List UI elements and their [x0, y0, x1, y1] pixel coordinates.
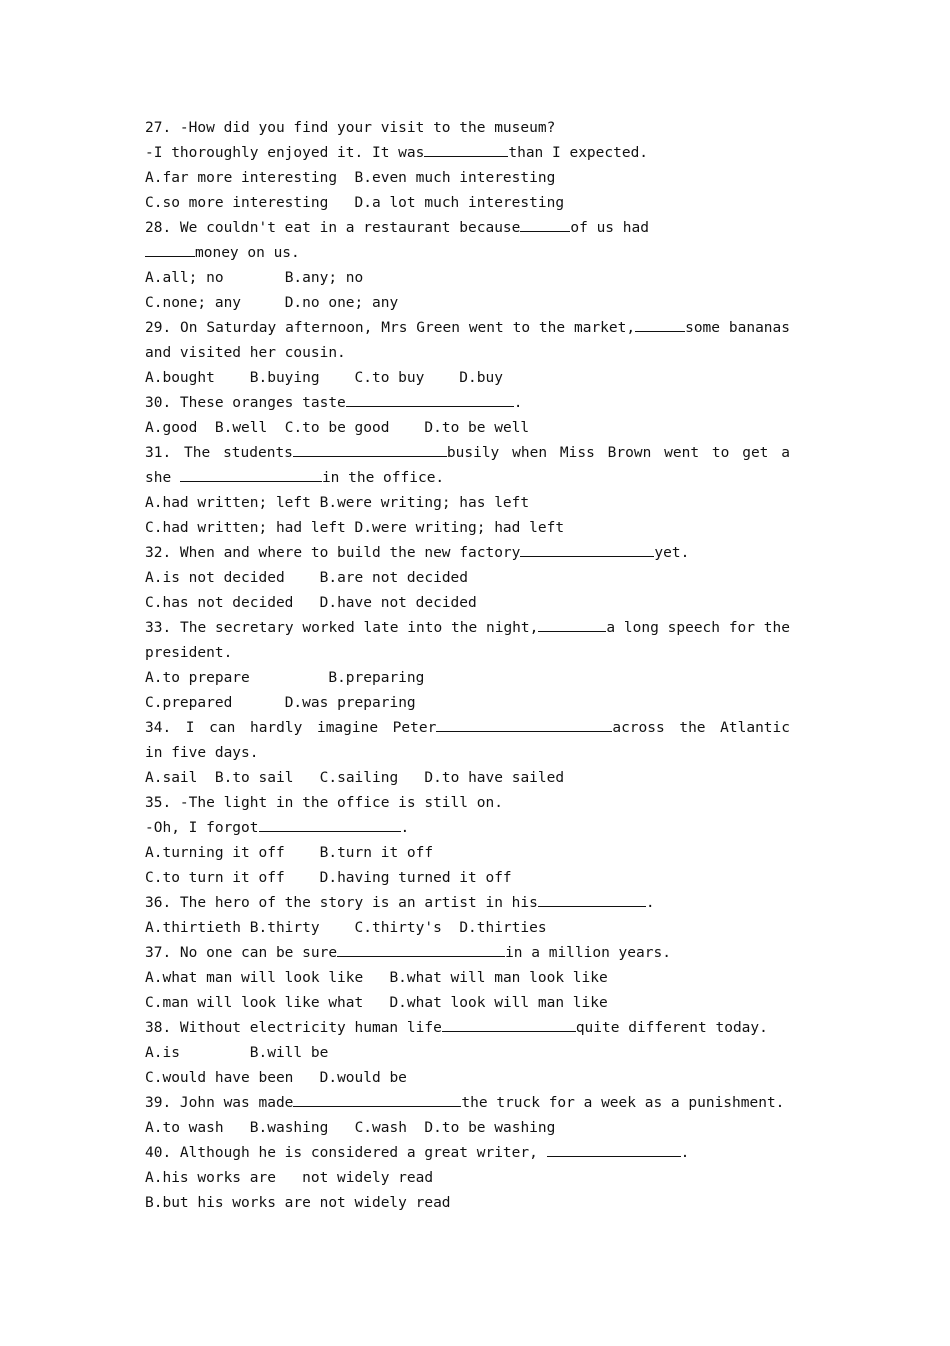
answer-blank: [547, 1141, 681, 1157]
option-c: C.man will look like what: [145, 995, 364, 1011]
question-38-text-b: quite different today.: [575, 1020, 768, 1036]
question-27-line2: [145, 141, 790, 166]
option-c: C.to buy: [354, 370, 425, 386]
question-30-options: [145, 416, 790, 441]
question-30-text-a: 30. These oranges taste: [145, 395, 346, 411]
question-38-options-1: [145, 1041, 790, 1066]
option-b: B.any; no: [284, 270, 364, 286]
option-d: D.would be: [319, 1070, 407, 1086]
question-40-stem: [145, 1141, 790, 1166]
question-36-text-b: .: [645, 895, 655, 911]
question-29-text-a: 29. On Saturday afternoon, Mrs Green went to the market,: [145, 320, 636, 336]
option-a: A.turning it off: [145, 845, 285, 861]
option-b: B.preparing: [328, 670, 425, 686]
question-29-text-b: some bananas: [685, 320, 790, 336]
question-35-options-1: [145, 841, 790, 866]
option-d: D.no one; any: [284, 295, 399, 311]
question-35-text: 35. -The light in the office is still on.: [145, 795, 503, 811]
option-d: D.to be well: [424, 420, 530, 436]
option-b: B.but his works are not widely read: [145, 1195, 451, 1211]
option-c: C.sailing: [319, 770, 399, 786]
answer-blank: [520, 541, 654, 557]
option-c: C.to be good: [284, 420, 390, 436]
option-b: B.turn it off: [319, 845, 434, 861]
question-28-options-2: [145, 291, 790, 316]
option-a: A.what man will look like: [145, 970, 364, 986]
question-28-stem: [145, 216, 790, 241]
question-37-text-b: in a million years.: [505, 945, 671, 961]
answer-blank: [259, 816, 401, 832]
question-29-text-c: and visited her cousin.: [145, 345, 346, 361]
question-34-text-b: across the Atlantic: [612, 720, 790, 736]
option-d: D.having turned it off: [319, 870, 512, 886]
question-38-options-2: [145, 1066, 790, 1091]
question-31-line2: [145, 466, 790, 491]
question-28-text-c: money on us.: [195, 245, 300, 261]
question-34-stem: [145, 716, 790, 741]
question-31-options-1: [145, 491, 790, 516]
option-a: A.bought: [145, 370, 215, 386]
question-33-text-c: president.: [145, 645, 233, 661]
answer-blank: [145, 241, 195, 257]
option-b: B.buying: [249, 370, 320, 386]
question-30-text-b: .: [513, 395, 523, 411]
option-d: D.was preparing: [284, 695, 416, 711]
question-35-text-b: .: [400, 820, 410, 836]
question-27-options-1: [145, 166, 790, 191]
question-28-text-b: of us had: [570, 220, 649, 236]
option-c: C.would have been: [145, 1070, 294, 1086]
option-d: D.to be washing: [424, 1120, 556, 1136]
question-32-options-1: [145, 566, 790, 591]
answer-blank: [520, 216, 570, 232]
question-39-stem: [145, 1091, 790, 1116]
question-32-text-a: 32. When and where to build the new factory: [145, 545, 521, 561]
question-34-options: [145, 766, 790, 791]
question-39-text-b: the truck for a week as a punishment.: [461, 1095, 785, 1111]
option-b: B.were writing; has left: [319, 495, 530, 511]
option-a: A.sail: [145, 770, 198, 786]
question-27-options-2: [145, 191, 790, 216]
answer-blank: [346, 391, 514, 407]
option-c: C.had written; had left: [145, 520, 346, 536]
question-40-option-a-line: [145, 1166, 790, 1191]
answer-blank: [180, 466, 322, 482]
question-27-text-b: than I expected.: [508, 145, 649, 161]
option-b: B.even much interesting: [354, 170, 556, 186]
question-list: [145, 116, 790, 1216]
answer-blank: [635, 316, 685, 332]
question-34-line2: [145, 741, 790, 766]
question-36-text-a: 36. The hero of the story is an artist in his: [145, 895, 538, 911]
option-a: A.far more interesting: [145, 170, 338, 186]
question-40-text-b: .: [680, 1145, 690, 1161]
question-33-options-2: [145, 691, 790, 716]
option-a: A.to wash: [145, 1120, 224, 1136]
question-31-text-a: 31. The students: [145, 445, 293, 461]
answer-blank: [538, 616, 606, 632]
option-a: A.all; no: [145, 270, 224, 286]
answer-blank: [442, 1016, 576, 1032]
option-a: A.had written; left: [145, 495, 311, 511]
answer-blank: [538, 891, 646, 907]
option-a: A.good: [145, 420, 198, 436]
answer-blank: [293, 441, 447, 457]
question-28-line2: [145, 241, 790, 266]
question-36-options: [145, 916, 790, 941]
question-37-options-2: [145, 991, 790, 1016]
option-c: C.none; any: [145, 295, 242, 311]
question-37-stem: [145, 941, 790, 966]
question-27-text: 27. -How did you find your visit to the museum?: [145, 120, 556, 136]
option-d: D.were writing; had left: [354, 520, 565, 536]
option-a: A.thirtieth: [145, 920, 242, 936]
option-a: A.is not decided: [145, 570, 285, 586]
question-30-stem: [145, 391, 790, 416]
question-38-text-a: 38. Without electricity human life: [145, 1020, 442, 1036]
option-b: B.to sail: [214, 770, 294, 786]
question-33-stem: [145, 616, 790, 641]
question-31-options-2: [145, 516, 790, 541]
question-33-line2: [145, 641, 790, 666]
question-31-stem: [145, 441, 790, 466]
question-35-line2: [145, 816, 790, 841]
question-37-options-1: [145, 966, 790, 991]
question-37-text-a: 37. No one can be sure: [145, 945, 338, 961]
question-35-text-a: -Oh, I forgot: [145, 820, 259, 836]
option-b: B.what will man look like: [389, 970, 608, 986]
option-b: B.washing: [249, 1120, 329, 1136]
question-27-stem: [145, 116, 790, 141]
question-32-stem: [145, 541, 790, 566]
option-a: A.to prepare: [145, 670, 250, 686]
question-39-options: [145, 1116, 790, 1141]
question-29-options: [145, 366, 790, 391]
question-40-option-b-line: [145, 1191, 790, 1216]
question-31-text-b: busily when Miss Brown went to get a: [446, 445, 790, 461]
option-d: D.what look will man like: [389, 995, 608, 1011]
option-c: C.has not decided: [145, 595, 294, 611]
option-c: C.prepared: [145, 695, 233, 711]
option-d: D.a lot much interesting: [354, 195, 565, 211]
question-38-stem: [145, 1016, 790, 1041]
question-34-text-a: 34. I can hardly imagine Peter: [145, 720, 437, 736]
answer-blank: [424, 141, 508, 157]
question-40-text-a: 40. Although he is considered a great writer,: [145, 1145, 538, 1161]
option-c: C.so more interesting: [145, 195, 329, 211]
question-33-options-1: [145, 666, 790, 691]
option-c: C.thirty's: [354, 920, 442, 936]
question-29-stem: [145, 316, 790, 341]
question-32-options-2: [145, 591, 790, 616]
answer-blank: [337, 941, 505, 957]
question-32-text-b: yet.: [654, 545, 690, 561]
option-b: B.are not decided: [319, 570, 469, 586]
question-28-text-a: 28. We couldn't eat in a restaurant because: [145, 220, 521, 236]
question-35-stem: [145, 791, 790, 816]
answer-blank: [436, 716, 612, 732]
option-c: C.wash: [354, 1120, 407, 1136]
option-a: A.his works are not widely read: [145, 1170, 434, 1186]
question-35-options-2: [145, 866, 790, 891]
option-d: D.have not decided: [319, 595, 477, 611]
option-d: D.buy: [459, 370, 503, 386]
question-27-text-a: -I thoroughly enjoyed it. It was: [145, 145, 425, 161]
question-29-line2: [145, 341, 790, 366]
question-33-text-a: 33. The secretary worked late into the night,: [145, 620, 539, 636]
option-a: A.is: [145, 1045, 180, 1061]
question-36-stem: [145, 891, 790, 916]
question-31-text-d: in the office.: [321, 470, 445, 486]
question-39-text-a: 39. John was made: [145, 1095, 294, 1111]
question-28-options-1: [145, 266, 790, 291]
option-b: B.will be: [249, 1045, 329, 1061]
question-34-text-c: in five days.: [145, 745, 259, 761]
option-d: D.to have sailed: [424, 770, 565, 786]
question-31-text-c: she: [145, 470, 172, 486]
option-c: C.to turn it off: [145, 870, 285, 886]
question-33-text-b: a long speech for the: [606, 620, 790, 636]
option-b: B.thirty: [249, 920, 320, 936]
option-b: B.well: [214, 420, 268, 436]
option-d: D.thirties: [459, 920, 547, 936]
answer-blank: [293, 1091, 461, 1107]
